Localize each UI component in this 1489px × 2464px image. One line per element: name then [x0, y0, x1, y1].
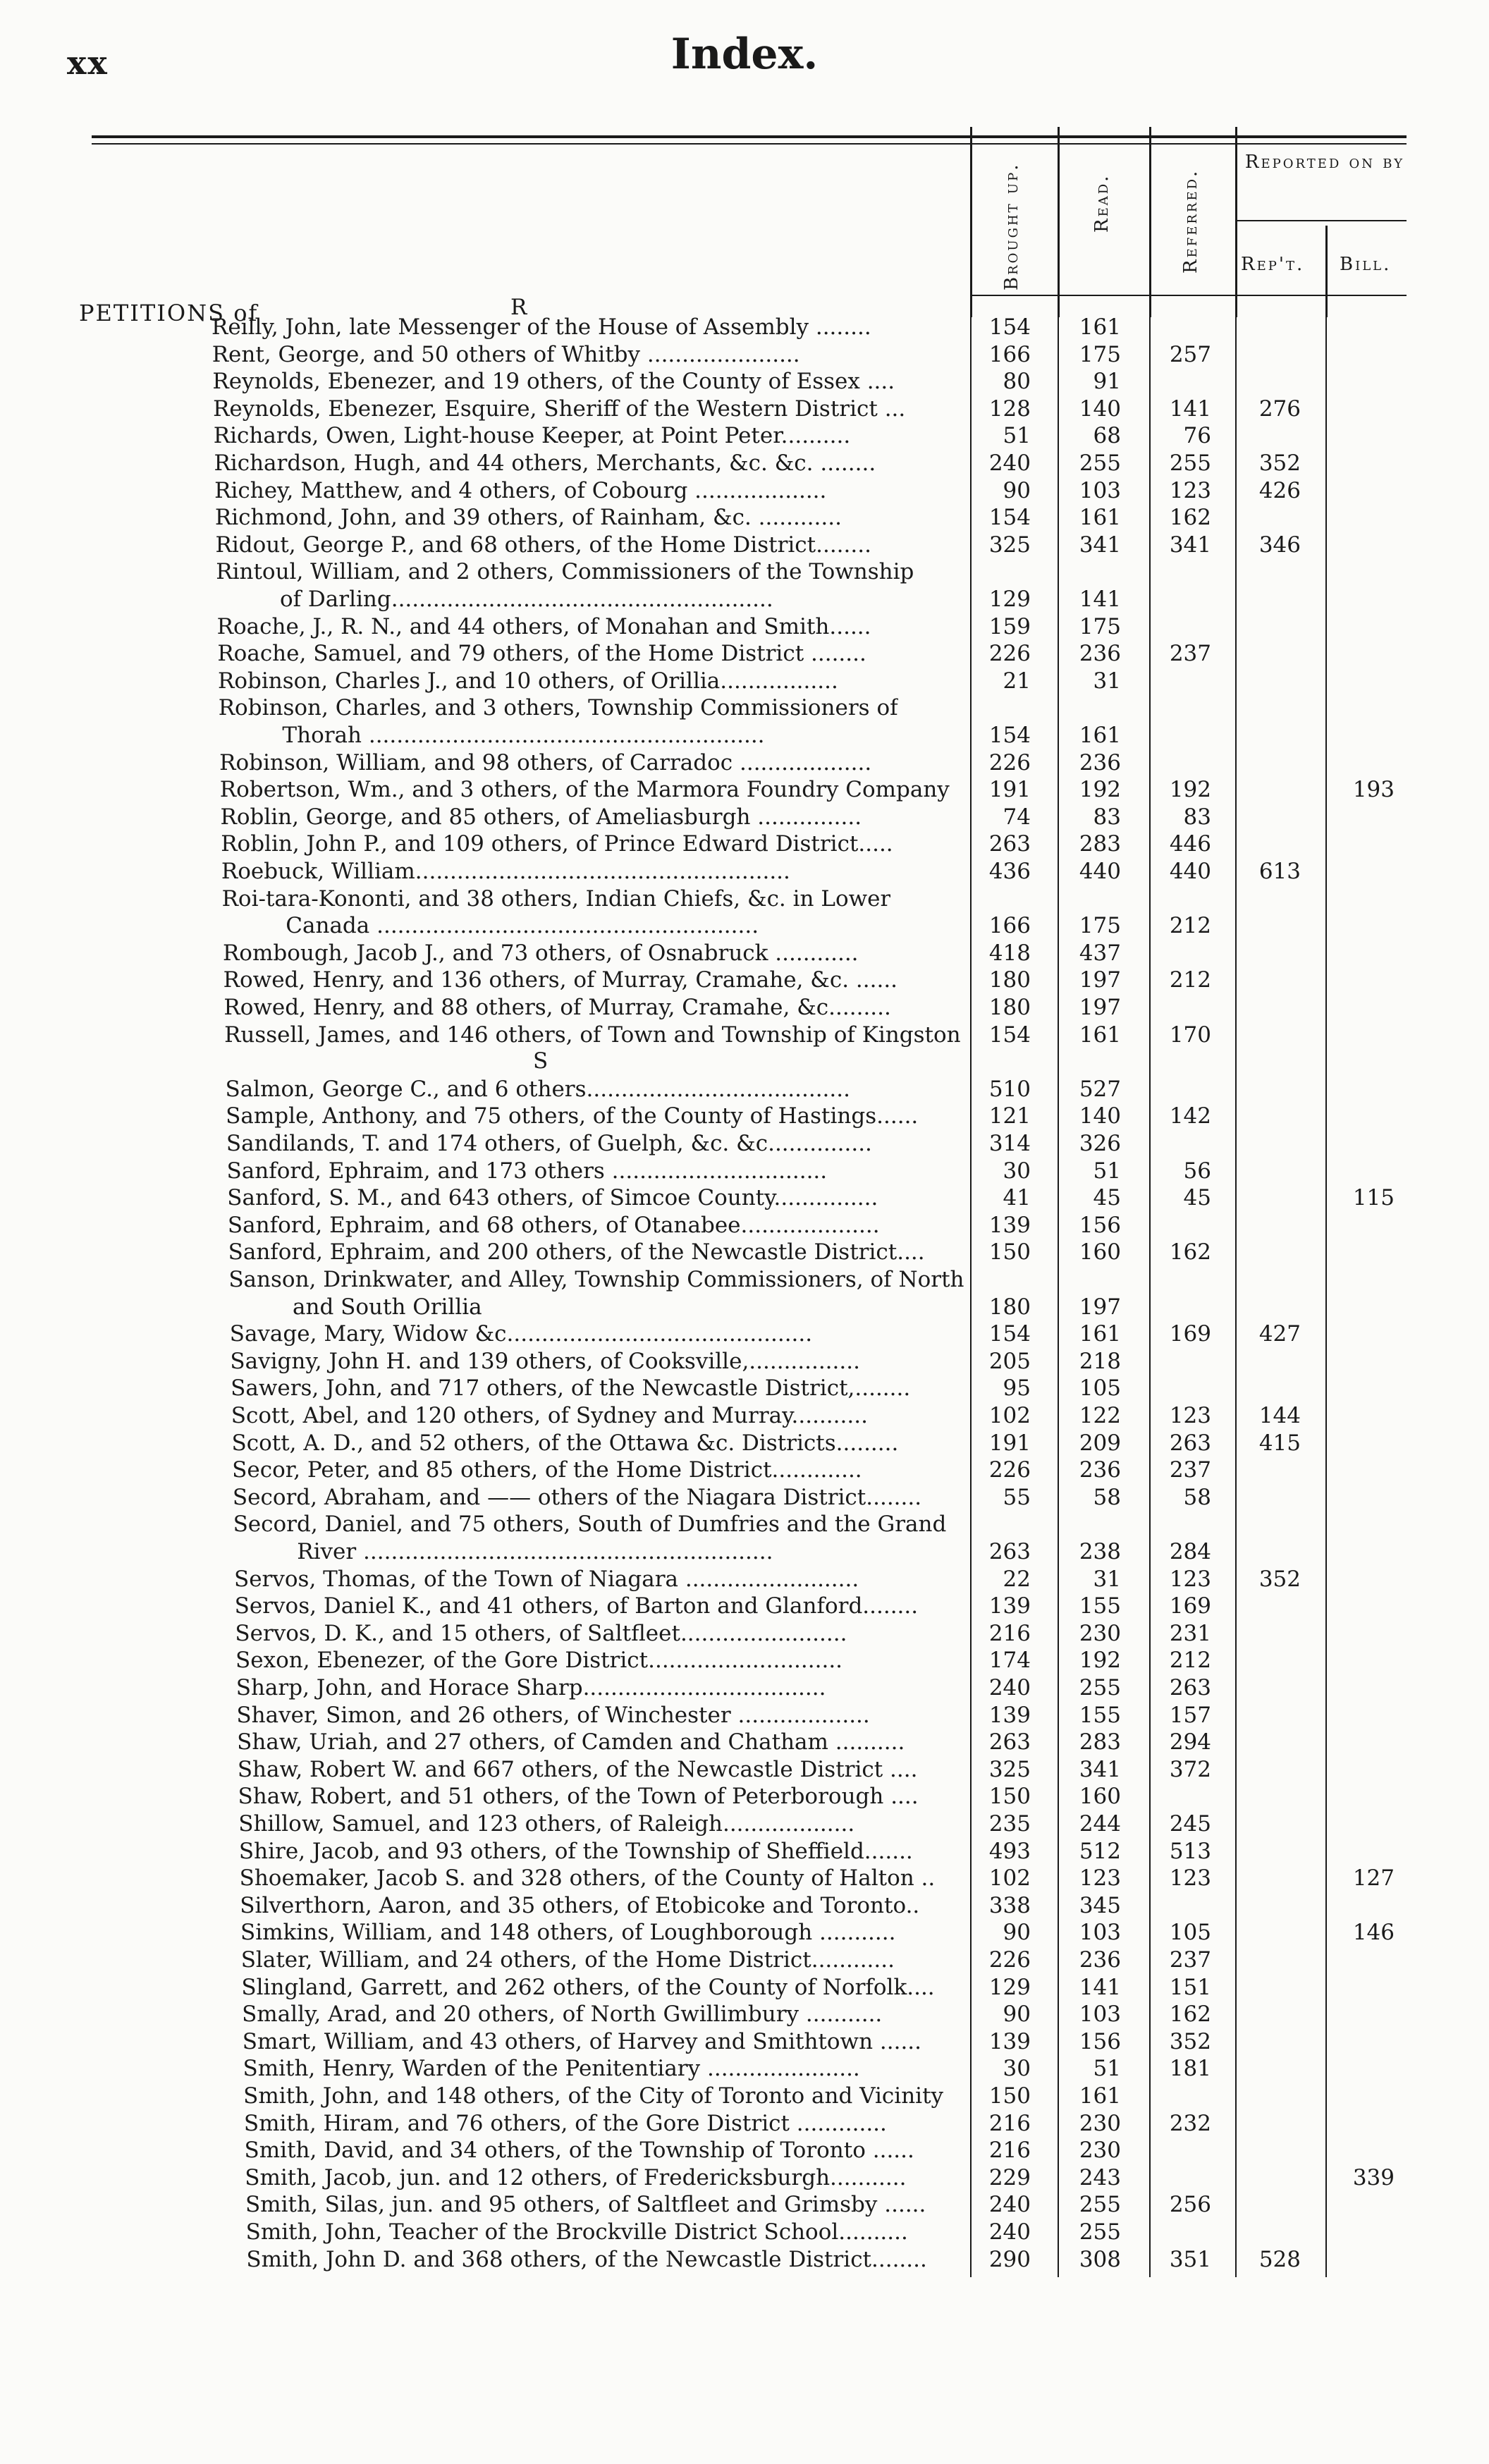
entry-brought-up: 191 — [988, 1430, 1031, 1456]
entry-brought-up: 174 — [988, 1648, 1031, 1674]
section-label: PETITIONS of — [79, 300, 259, 326]
entry-brought-up: 229 — [988, 2164, 1031, 2190]
column-header-read: Read. — [1091, 173, 1113, 233]
entry-read: 161 — [1079, 505, 1121, 531]
entry-referred: 237 — [1169, 1457, 1211, 1483]
entry-referred: 170 — [1169, 1022, 1211, 1048]
entry-text: Sanford, Ephraim, and 173 others ............................... — [226, 1158, 828, 1184]
entry-text: Roache, Samuel, and 79 others, of the Home District ........ — [217, 641, 866, 667]
entry-text: Sanford, S. M., and 643 others, of Simcoe County............... — [227, 1185, 878, 1211]
entry-referred: 58 — [1183, 1484, 1211, 1510]
entry-referred: 151 — [1169, 1974, 1211, 2000]
entry-referred: 263 — [1169, 1675, 1211, 1700]
entry-referred: 257 — [1169, 341, 1211, 367]
entry-rept: 352 — [1258, 1566, 1301, 1592]
entry-bill: 339 — [1352, 2164, 1395, 2190]
entry-read: 156 — [1079, 1212, 1121, 1238]
entry-read: 437 — [1079, 940, 1121, 966]
entry-text: Roi-tara-Kononti, and 38 others, Indian Chiefs, &c. in Lower — [221, 885, 891, 912]
entry-referred: 123 — [1169, 1865, 1211, 1892]
entry-read: 160 — [1079, 1239, 1121, 1265]
column-divider — [1149, 127, 1151, 317]
entry-read: 175 — [1079, 613, 1121, 639]
entry-brought-up: 41 — [1003, 1185, 1031, 1211]
column-divider — [1058, 317, 1059, 2277]
entry-brought-up: 166 — [988, 341, 1031, 367]
entry-referred: 169 — [1169, 1593, 1211, 1619]
entry-brought-up: 150 — [988, 2083, 1031, 2109]
entry-text: Scott, A. D., and 52 others, of the Ottawa &c. Districts......... — [231, 1430, 899, 1456]
entry-text-continued: River ........................................................... — [297, 1539, 773, 1564]
entry-read: 45 — [1093, 1185, 1121, 1211]
entry-read: 236 — [1079, 1457, 1121, 1483]
entry-read: 197 — [1079, 995, 1121, 1020]
entry-read: 255 — [1079, 2219, 1121, 2245]
entry-brought-up: 90 — [1003, 2002, 1031, 2028]
entry-referred: 45 — [1183, 1185, 1211, 1211]
entry-text-continued: Thorah ......................................................... — [282, 723, 765, 748]
entry-text: Reilly, John, late Messenger of the House of Assembly ........ — [212, 314, 871, 340]
entry-referred: 141 — [1169, 396, 1211, 422]
entry-brought-up: 51 — [1003, 423, 1031, 449]
entry-brought-up: 226 — [988, 1457, 1031, 1483]
entry-text: Rent, George, and 50 others of Whitby ...................... — [212, 341, 800, 367]
entry-text: Smith, Henry, Warden of the Penitentiary ...................... — [243, 2056, 860, 2082]
entry-brought-up: 102 — [988, 1865, 1031, 1892]
entry-referred: 256 — [1169, 2192, 1211, 2218]
entry-text: Savigny, John H. and 139 others, of Cooksville,................ — [230, 1348, 860, 1374]
entry-rept: 415 — [1258, 1430, 1301, 1456]
entry-text: Richardson, Hugh, and 44 others, Merchants, &c. &c. ........ — [214, 450, 876, 476]
entry-read: 238 — [1079, 1539, 1121, 1564]
column-divider — [970, 127, 972, 317]
entry-text: Richards, Owen, Light-house Keeper, at Point Peter.......... — [213, 423, 851, 449]
entry-brought-up: 139 — [988, 1212, 1031, 1238]
entry-bill: 115 — [1352, 1185, 1395, 1211]
entry-brought-up: 128 — [988, 396, 1031, 422]
entry-read: 192 — [1079, 777, 1121, 803]
entry-read: 91 — [1093, 369, 1121, 395]
entry-rept: 528 — [1258, 2246, 1301, 2272]
entry-referred: 212 — [1169, 967, 1211, 993]
entry-text: Rowed, Henry, and 88 others, of Murray, Cramahe, &c......... — [223, 995, 891, 1020]
entry-text: Scott, Abel, and 120 others, of Sydney and Murray........... — [231, 1403, 868, 1428]
entry-referred: 142 — [1169, 1103, 1211, 1129]
entry-referred: 352 — [1169, 2028, 1211, 2054]
column-divider — [970, 317, 972, 2277]
entry-text: Reynolds, Ebenezer, and 19 others, of the County of Essex .... — [212, 369, 895, 395]
entry-brought-up: 166 — [988, 913, 1031, 939]
entry-referred: 294 — [1169, 1729, 1211, 1755]
entry-referred: 237 — [1169, 1947, 1211, 1973]
entry-text: Robinson, Charles J., and 10 others, of Orillia................. — [218, 668, 838, 694]
entry-text: Slater, William, and 24 others, of the Home District............ — [240, 1947, 895, 1973]
entry-brought-up: 139 — [988, 1593, 1031, 1619]
column-divider — [1325, 226, 1328, 317]
entry-text: Salmon, George C., and 6 others...................................... — [225, 1076, 850, 1102]
header-rule-thick — [92, 135, 1407, 138]
entry-brought-up: 180 — [988, 995, 1031, 1020]
entry-read: 156 — [1079, 2028, 1121, 2054]
entry-brought-up: 90 — [1003, 1920, 1031, 1946]
column-divider — [1235, 127, 1237, 317]
entry-referred: 83 — [1183, 804, 1211, 830]
entry-text-continued: of Darling....................................................... — [279, 587, 773, 612]
entry-brought-up: 102 — [988, 1403, 1031, 1428]
entry-text: Sexon, Ebenezer, of the Gore District............................ — [235, 1648, 843, 1674]
entry-read: 230 — [1079, 2110, 1121, 2136]
entry-read: 161 — [1079, 314, 1121, 340]
entry-read: 68 — [1093, 423, 1121, 449]
entry-brought-up: 154 — [988, 505, 1031, 531]
entry-brought-up: 154 — [988, 1022, 1031, 1048]
entry-brought-up: 263 — [988, 1729, 1031, 1755]
entry-read: 326 — [1079, 1131, 1121, 1156]
entry-text: Sandilands, T. and 174 others, of Guelph, &c. &c............... — [226, 1131, 872, 1156]
entry-read: 197 — [1079, 1294, 1121, 1320]
entry-referred: 181 — [1169, 2056, 1211, 2082]
entry-brought-up: 80 — [1003, 369, 1031, 395]
entry-brought-up: 121 — [988, 1103, 1031, 1129]
entry-text: Ridout, George P., and 68 others, of the Home District........ — [215, 532, 871, 558]
entry-brought-up: 263 — [988, 1539, 1031, 1564]
entry-read: 345 — [1079, 1892, 1121, 1918]
entry-referred: 76 — [1183, 423, 1211, 449]
entry-brought-up: 154 — [988, 314, 1031, 340]
entry-brought-up: 216 — [988, 1620, 1031, 1646]
entry-text: Roebuck, William...................................................... — [221, 859, 790, 884]
entry-read: 155 — [1079, 1702, 1121, 1728]
entry-text: Rowed, Henry, and 136 others, of Murray, Cramahe, &c. ...... — [223, 967, 898, 993]
entry-referred: 237 — [1169, 641, 1211, 667]
entry-read: 243 — [1079, 2164, 1121, 2190]
entry-referred: 157 — [1169, 1702, 1211, 1728]
entry-referred: 513 — [1169, 1838, 1211, 1864]
entry-read: 31 — [1093, 668, 1121, 694]
entry-text: Robinson, Charles, and 3 others, Township Commissioners of — [218, 695, 898, 721]
entry-text: Roblin, George, and 85 others, of Ameliasburgh ............... — [220, 804, 862, 830]
entry-referred: 440 — [1169, 859, 1211, 884]
entry-text: Secord, Daniel, and 75 others, South of Dumfries and the Grand — [233, 1512, 947, 1538]
entry-read: 141 — [1079, 587, 1121, 612]
entry-referred: 162 — [1169, 2002, 1211, 2028]
entry-referred: 192 — [1169, 777, 1211, 803]
entry-referred: 162 — [1169, 1239, 1211, 1265]
entry-text: Russell, James, and 146 others, of Town and Township of Kingston — [224, 1022, 961, 1048]
entry-read: 230 — [1079, 1620, 1121, 1646]
reported-subheader-rule — [1235, 220, 1407, 221]
entry-text: Shoemaker, Jacob S. and 328 others, of the County of Halton .. — [239, 1865, 936, 1892]
entry-read: 341 — [1079, 1756, 1121, 1782]
entry-referred: 351 — [1169, 2246, 1211, 2272]
column-header-bottom-rule — [970, 295, 1407, 296]
entry-text: Rintoul, William, and 2 others, Commissioners of the Township — [216, 559, 914, 585]
entry-read: 31 — [1093, 1566, 1121, 1592]
entry-brought-up: 338 — [988, 1892, 1031, 1918]
entry-rept: 427 — [1258, 1321, 1301, 1347]
entry-brought-up: 226 — [988, 1947, 1031, 1973]
entry-bill: 146 — [1352, 1920, 1395, 1946]
entry-referred: 212 — [1169, 1648, 1211, 1674]
entry-text: Smith, David, and 34 others, of the Township of Toronto ...... — [244, 2138, 914, 2164]
entry-brought-up: 30 — [1003, 2056, 1031, 2082]
page-number: xx — [67, 44, 109, 82]
entry-referred: 446 — [1169, 831, 1211, 857]
entry-brought-up: 216 — [988, 2138, 1031, 2164]
entry-text: Smith, Silas, jun. and 95 others, of Saltfleet and Grimsby ...... — [245, 2192, 926, 2218]
entry-referred: 245 — [1169, 1811, 1211, 1837]
entry-read: 51 — [1093, 2056, 1121, 2082]
entry-brought-up: 226 — [988, 641, 1031, 667]
entry-brought-up: 154 — [988, 723, 1031, 748]
entry-text: Roblin, John P., and 109 others, of Prince Edward District..... — [221, 831, 893, 857]
column-header-reported-on-by: Reported on by — [1244, 152, 1405, 173]
entry-read: 236 — [1079, 749, 1121, 776]
entry-text: Smith, John D. and 368 others, of the Newcastle District........ — [246, 2246, 927, 2272]
header-rule-thin — [92, 143, 1407, 145]
entry-brought-up: 240 — [988, 2219, 1031, 2245]
entry-brought-up: 325 — [988, 1756, 1031, 1782]
entry-brought-up: 436 — [988, 859, 1031, 884]
entry-brought-up: 150 — [988, 1784, 1031, 1810]
entry-read: 341 — [1079, 532, 1121, 558]
entry-text: Shillow, Samuel, and 123 others, of Raleigh................... — [238, 1811, 855, 1837]
entry-text: Savage, Mary, Widow &c............................................ — [229, 1321, 813, 1347]
entry-brought-up: 240 — [988, 450, 1031, 476]
entry-referred: 169 — [1169, 1321, 1211, 1347]
entry-brought-up: 55 — [1003, 1484, 1031, 1510]
entry-brought-up: 95 — [1003, 1375, 1031, 1402]
entry-text: Smith, John, Teacher of the Brockville District School.......... — [245, 2219, 908, 2245]
entry-brought-up: 180 — [988, 1294, 1031, 1320]
entry-brought-up: 226 — [988, 749, 1031, 776]
entry-brought-up: 22 — [1003, 1566, 1031, 1592]
entry-brought-up: 180 — [988, 967, 1031, 993]
entry-brought-up: 154 — [988, 1321, 1031, 1347]
entry-text: Roache, J., R. N., and 44 others, of Monahan and Smith...... — [216, 613, 871, 639]
entry-text: Shaver, Simon, and 26 others, of Winchester ................... — [236, 1702, 870, 1728]
entry-text: Shaw, Robert, and 51 others, of the Town of Peterborough .... — [238, 1784, 919, 1810]
entry-read: 51 — [1093, 1158, 1121, 1184]
entry-referred: 56 — [1183, 1158, 1211, 1184]
entry-rept: 346 — [1258, 532, 1301, 558]
entry-read: 197 — [1079, 967, 1121, 993]
entry-brought-up: 150 — [988, 1239, 1031, 1265]
entry-read: 103 — [1079, 2002, 1121, 2028]
column-header-brought-up: Brought up. — [1001, 162, 1022, 290]
entry-brought-up: 263 — [988, 831, 1031, 857]
entry-brought-up: 235 — [988, 1811, 1031, 1837]
entry-text: Sharp, John, and Horace Sharp................................... — [235, 1675, 826, 1700]
entry-read: 161 — [1079, 1321, 1121, 1347]
entry-text: Smith, Hiram, and 76 others, of the Gore District ............. — [243, 2110, 887, 2136]
column-divider — [1235, 317, 1237, 2277]
entry-text: Richmond, John, and 39 others, of Rainham, &c. ............ — [214, 505, 842, 531]
entry-brought-up: 139 — [988, 2028, 1031, 2054]
entry-text: Simkins, William, and 148 others, of Loughborough ........... — [240, 1920, 896, 1946]
entry-brought-up: 159 — [988, 613, 1031, 639]
entry-brought-up: 205 — [988, 1348, 1031, 1374]
entry-read: 141 — [1079, 1974, 1121, 2000]
column-divider — [1058, 127, 1060, 317]
entry-bill: 127 — [1352, 1865, 1395, 1892]
entry-referred: 123 — [1169, 1403, 1211, 1428]
entry-referred: 231 — [1169, 1620, 1211, 1646]
entry-text: Smart, William, and 43 others, of Harvey and Smithtown ...... — [242, 2028, 922, 2054]
entry-text: Servos, Thomas, of the Town of Niagara ......................... — [233, 1566, 859, 1592]
entry-read: 236 — [1079, 1947, 1121, 1973]
entry-brought-up: 129 — [988, 1974, 1031, 2000]
entry-referred: 341 — [1169, 532, 1211, 558]
entry-read: 244 — [1079, 1811, 1121, 1837]
entry-brought-up: 129 — [988, 587, 1031, 612]
entry-brought-up: 21 — [1003, 668, 1031, 694]
entry-text: Richey, Matthew, and 4 others, of Cobourg ................... — [214, 477, 827, 503]
entry-read: 527 — [1079, 1076, 1121, 1102]
entry-brought-up: 74 — [1003, 804, 1031, 830]
entry-text: Rombough, Jacob J., and 73 others, of Osnabruck ............ — [222, 940, 859, 966]
entry-brought-up: 290 — [988, 2246, 1031, 2272]
entry-referred: 162 — [1169, 505, 1211, 531]
entry-text: Smith, John, and 148 others, of the City of Toronto and Vicinity — [243, 2083, 944, 2109]
entry-read: 105 — [1079, 1375, 1121, 1402]
column-header-rept: Rep't. — [1241, 254, 1305, 275]
entry-text: Sample, Anthony, and 75 others, of the County of Hastings...... — [226, 1103, 919, 1129]
entry-brought-up: 216 — [988, 2110, 1031, 2136]
column-divider — [1149, 317, 1151, 2277]
entry-text: Sanford, Ephraim, and 200 others, of the Newcastle District.... — [228, 1239, 925, 1265]
entry-read: 283 — [1079, 1729, 1121, 1755]
entry-read: 175 — [1079, 913, 1121, 939]
entry-text: Shire, Jacob, and 93 others, of the Township of Sheffield....... — [238, 1838, 913, 1864]
entry-rept: 613 — [1258, 859, 1301, 884]
entry-read: 140 — [1079, 396, 1121, 422]
entry-brought-up: 418 — [988, 940, 1031, 966]
column-header-bill: Bill. — [1340, 254, 1392, 275]
entry-referred: 123 — [1169, 1566, 1211, 1592]
entry-referred: 372 — [1169, 1756, 1211, 1782]
entry-text: Sanford, Ephraim, and 68 others, of Otanabee.................... — [227, 1212, 880, 1238]
entry-text: Secor, Peter, and 85 others, of the Home District............. — [232, 1457, 862, 1483]
entry-referred: 284 — [1169, 1539, 1211, 1564]
entry-text: Robinson, William, and 98 others, of Carradoc ................... — [219, 749, 872, 776]
entry-text-continued: Canada ....................................................... — [286, 913, 759, 939]
entry-read: 283 — [1079, 831, 1121, 857]
entry-read: 161 — [1079, 1022, 1121, 1048]
entry-text-continued: and South Orillia — [293, 1294, 482, 1320]
page-title: Index. — [670, 30, 819, 79]
entry-referred: 232 — [1169, 2110, 1211, 2136]
entry-brought-up: 240 — [988, 2192, 1031, 2218]
entry-read: 103 — [1079, 477, 1121, 503]
entry-read: 255 — [1079, 1675, 1121, 1700]
entry-read: 161 — [1079, 2083, 1121, 2109]
entry-text: Sawers, John, and 717 others, of the Newcastle District,........ — [231, 1375, 911, 1402]
column-header-referred: Referred. — [1180, 168, 1201, 274]
entry-read: 175 — [1079, 341, 1121, 367]
entry-read: 58 — [1093, 1484, 1121, 1510]
entry-read: 218 — [1079, 1348, 1121, 1374]
entry-read: 512 — [1079, 1838, 1121, 1864]
entry-read: 255 — [1079, 2192, 1121, 2218]
entry-read: 122 — [1079, 1403, 1121, 1428]
entry-referred: 105 — [1169, 1920, 1211, 1946]
entry-read: 230 — [1079, 2138, 1121, 2164]
entry-referred: 263 — [1169, 1430, 1211, 1456]
letter-heading-s: S — [533, 1048, 549, 1074]
entry-read: 255 — [1079, 450, 1121, 476]
entry-brought-up: 30 — [1003, 1158, 1031, 1184]
entry-bill: 193 — [1352, 777, 1395, 803]
entry-read: 209 — [1079, 1430, 1121, 1456]
entry-text: Servos, Daniel K., and 41 others, of Barton and Glanford........ — [234, 1593, 919, 1619]
entry-rept: 426 — [1258, 477, 1301, 503]
entry-read: 103 — [1079, 1920, 1121, 1946]
entry-read: 308 — [1079, 2246, 1121, 2272]
entry-text: Sanson, Drinkwater, and Alley, Township Commissioners, of North — [228, 1267, 964, 1292]
entry-text: Slingland, Garrett, and 262 others, of the County of Norfolk.... — [241, 1974, 935, 2000]
entry-brought-up: 325 — [988, 532, 1031, 558]
entry-text: Robertson, Wm., and 3 others, of the Marmora Foundry Company — [219, 777, 950, 803]
entry-text: Smith, Jacob, jun. and 12 others, of Fredericksburgh........... — [245, 2164, 907, 2190]
entry-text: Reynolds, Ebenezer, Esquire, Sheriff of the Western District ... — [213, 396, 906, 422]
entry-read: 440 — [1079, 859, 1121, 884]
entry-rept: 276 — [1258, 396, 1301, 422]
entry-brought-up: 314 — [988, 1131, 1031, 1156]
entry-brought-up: 240 — [988, 1675, 1031, 1700]
entry-read: 161 — [1079, 723, 1121, 748]
entry-text: Shaw, Uriah, and 27 others, of Camden and Chatham .......... — [237, 1729, 905, 1755]
entry-referred: 123 — [1169, 477, 1211, 503]
entry-text: Secord, Abraham, and —— others of the Niagara District........ — [232, 1484, 922, 1510]
entry-read: 155 — [1079, 1593, 1121, 1619]
entry-read: 192 — [1079, 1648, 1121, 1674]
entry-referred: 212 — [1169, 913, 1211, 939]
entry-brought-up: 139 — [988, 1702, 1031, 1728]
entry-brought-up: 510 — [988, 1076, 1031, 1102]
entry-read: 83 — [1093, 804, 1121, 830]
entry-text: Smally, Arad, and 20 others, of North Gwillimbury ........... — [242, 2002, 883, 2028]
entry-read: 160 — [1079, 1784, 1121, 1810]
letter-heading-r: R — [510, 295, 527, 320]
entry-read: 140 — [1079, 1103, 1121, 1129]
entry-rept: 352 — [1258, 450, 1301, 476]
entry-brought-up: 493 — [988, 1838, 1031, 1864]
entry-text: Shaw, Robert W. and 667 others, of the Newcastle District .... — [237, 1756, 918, 1782]
entry-rept: 144 — [1258, 1403, 1301, 1428]
entry-text: Servos, D. K., and 15 others, of Saltfleet........................ — [235, 1620, 847, 1646]
entry-read: 236 — [1079, 641, 1121, 667]
entry-referred: 255 — [1169, 450, 1211, 476]
column-divider — [1325, 317, 1327, 2277]
entry-text: Silverthorn, Aaron, and 35 others, of Etobicoke and Toronto.. — [240, 1892, 920, 1918]
entry-brought-up: 90 — [1003, 477, 1031, 503]
entry-read: 123 — [1079, 1865, 1121, 1892]
entry-brought-up: 191 — [988, 777, 1031, 803]
